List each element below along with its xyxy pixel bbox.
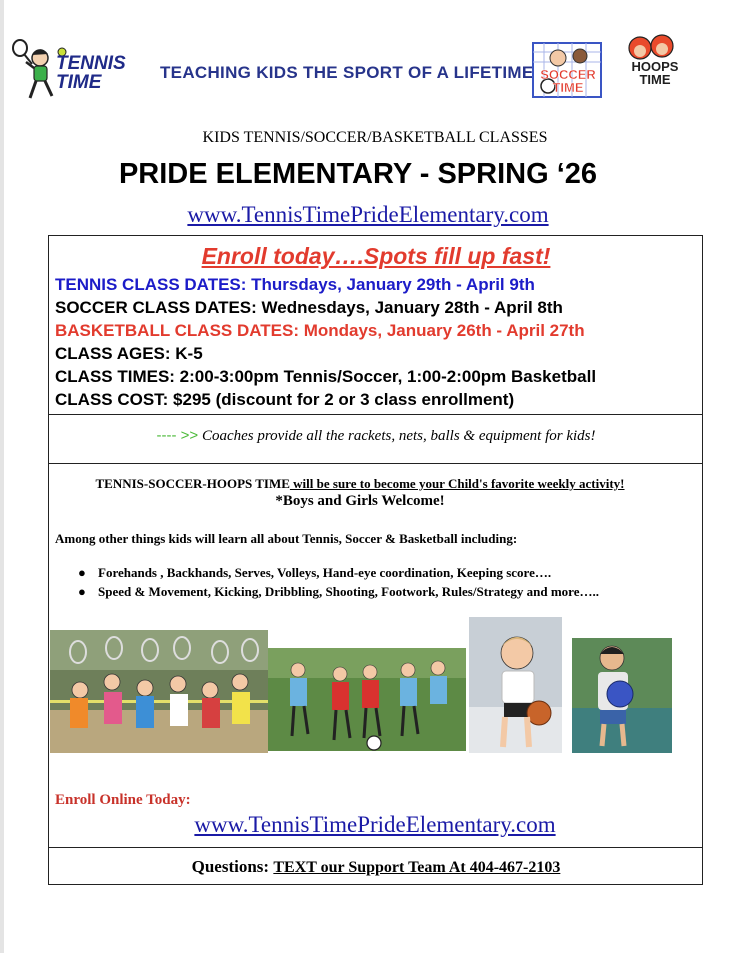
bullet-icon: ● — [78, 584, 86, 599]
list-item — [78, 582, 599, 601]
divider-3 — [48, 847, 703, 848]
list-item — [78, 563, 599, 582]
class-times: CLASS TIMES: 2:00-3:00pm Tennis/Soccer, 1:00-2:00pm Basketball — [55, 367, 597, 386]
soccer-time-logo-text: SOCCER TIME — [540, 67, 596, 95]
welcome-note: *Boys and Girls Welcome! — [275, 493, 445, 509]
activity-statement-text: will be sure to become your Child's favorite weekly activity! — [289, 476, 625, 491]
skills-intro: Among other things kids will learn all about Tennis, Soccer & Basketball including: — [55, 531, 518, 546]
photo-basketball-girl — [469, 617, 562, 753]
questions-line — [50, 857, 702, 877]
soccer-class-dates: SOCCER CLASS DATES: Wednesdays, January 28th - April 8th — [55, 298, 563, 317]
brand-name: TENNIS-SOCCER-HOOPS TIME — [95, 476, 290, 491]
coaches-note — [50, 427, 702, 445]
divider-2 — [48, 463, 703, 464]
class-ages: CLASS AGES: K-5 — [55, 344, 203, 363]
list-item-text: Forehands , Backhands, Serves, Volleys, Hand-eye coordination, Keeping score…. — [98, 565, 552, 580]
coaches-note-text: Coaches provide all the rackets, nets, balls & equipment for kids! — [201, 428, 596, 444]
page-title: PRIDE ELEMENTARY - SPRING ‘26 — [118, 158, 598, 190]
skills-list — [78, 563, 599, 601]
bullet-icon: ● — [78, 565, 86, 580]
divider-1 — [48, 414, 703, 415]
class-cost: CLASS COST: $295 (discount for 2 or 3 class enrollment) — [55, 390, 515, 409]
activity-statement — [0, 476, 720, 492]
arrow-icon: ---- >> — [156, 427, 199, 444]
enroll-online-label: Enroll Online Today: — [55, 792, 191, 808]
tagline: TEACHING KIDS THE SPORT OF A LIFETIME — [160, 63, 534, 82]
questions-label: Questions: — [191, 857, 270, 876]
list-item-text: Speed & Movement, Kicking, Dribbling, Shooting, Footwork, Rules/Strategy and more….. — [98, 584, 599, 599]
support-phone-text[interactable]: TEXT our Support Team At 404-467-2103 — [273, 859, 561, 876]
tennis-class-dates: TENNIS CLASS DATES: Thursdays, January 29th - April 9th — [55, 275, 535, 294]
photo-soccer-kids — [268, 648, 466, 751]
photo-tennis-kids — [50, 630, 268, 753]
hoops-time-logo-text: HOOPS TIME — [631, 59, 679, 87]
photo-basketball-boy — [572, 638, 672, 753]
website-link[interactable]: www.TennisTimePrideElementary.com — [187, 202, 549, 227]
basketball-class-dates: BASKETBALL CLASS DATES: Mondays, January 26th - April 27th — [55, 321, 585, 340]
enroll-banner: Enroll today….Spots fill up fast! — [201, 243, 551, 269]
classes-subtitle: KIDS TENNIS/SOCCER/BASKETBALL CLASSES — [202, 129, 548, 146]
tennis-time-logo-text: TENNIS TIME — [56, 53, 126, 93]
enroll-website-link[interactable]: www.TennisTimePrideElementary.com — [194, 812, 556, 837]
